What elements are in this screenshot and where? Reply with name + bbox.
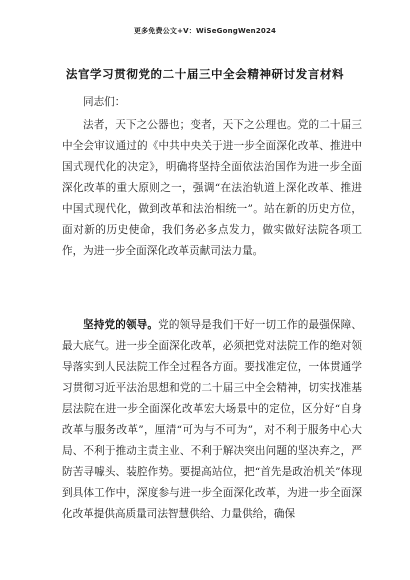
paragraph-2-lead: 坚持党的领导。 xyxy=(83,319,159,331)
paragraph-1: 法者，天下之公器也；变者，天下之公理也。党的二十届三中全会审议通过的《中共中央关于进一步全面深化改革、推进中国式现代化的决定》，明确将坚持全面依法治国作为进一步全面深化改革的重大原则之一，强调“在法治轨道上深化改革、推进中国式现代化，做到改革和法治相统一”。站在新的历史方位，面对新的历史使命，我们务必多点发力，做实做好法院各项工作，为进一步全面深化改革贡献司法力量。 xyxy=(62,119,362,257)
document-title: 法官学习贯彻党的二十届三中全会精神研讨发言材料 xyxy=(65,67,345,81)
header-note: 更多免费公文+V：WiSeGongWen2024 xyxy=(133,27,277,35)
paragraph-2 xyxy=(62,315,362,525)
paragraph-2-body: 党的领导是我们干好一切工作的最强保障、最大底气。进一步全面深化改革，必须把党对法院工作的绝对领导落实到人民法院工作全过程各方面。要找准定位，一体贯通学习贯彻习近平法治思想和党的二十届三中全会精神，切实找准基层法院在进一步全面深化改革宏大场景中的定位，区分好“自身改革与服务改革”，厘清“可为与不可为”，对不利于服务中心大局、不利于推动主责主业、不利于解决突出问题的坚决弃之，严防苦寻噱头、装腔作势。要提高站位，把“首先是政治机关”体现到具体工作中，深度参与进一步全面深化改革，为进一步全面深化改革提供高质量司法智慧供给、力量供给，确保 xyxy=(62,319,363,520)
salutation: 同志们： xyxy=(83,96,126,108)
